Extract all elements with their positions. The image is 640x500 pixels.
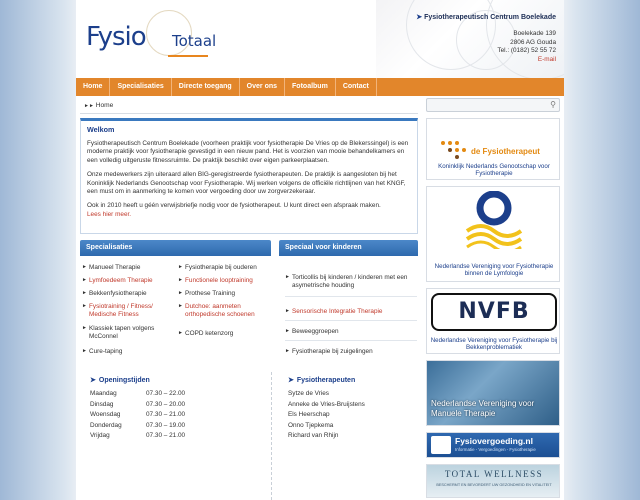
kngf-caption: Koninklijk Nederlands Genootschap voor Fysiotherapie — [438, 163, 550, 178]
spec-prothese-training[interactable]: ► Prothese Training — [178, 290, 270, 298]
therapist-name: Sytze de Vries — [288, 390, 329, 397]
fysiotherapeuten-list — [288, 390, 418, 443]
nvfb-logo — [431, 293, 557, 331]
hours-row: Maandag 07.30 – 22.00 — [90, 390, 186, 397]
address-block — [497, 30, 556, 64]
welkom-title: Welkom — [87, 125, 115, 134]
nvfb-banner[interactable] — [426, 288, 560, 354]
welkom-paragraph-1: Fysiotherapeutisch Centrum Boelekade (voorheen praktijk voor fysiotherapie De Vries op de Blekerssingel) is een moderne praktijk voor fysiotherapie gevestigd in een nieuw pand. Het is voorzien van mooie behandelkamers en een volledig uitgeruste fitnessruimte. De praktijk beschikt over eigen parkeerplaatsen. — [87, 140, 409, 164]
search-box — [426, 98, 560, 112]
openingstijden-title: ➤ Openingstijden — [90, 377, 150, 384]
nvfl-caption: Nederlandse Vereniging voor Fysiotherapie binnen de Lymfologie — [434, 263, 554, 278]
kngf-logo-text: de Fysiotherapeut — [471, 147, 540, 156]
fysiovergoeding-logo-icon — [431, 436, 451, 454]
nvfb-caption: Nederlandse Vereniging voor Fysiotherapie bij Bekkenproblematiek — [430, 337, 558, 352]
nav-specialisaties[interactable]: Specialisaties — [110, 78, 171, 96]
spec-copd-ketenzorg[interactable]: ► COPD ketenzorg — [178, 330, 270, 338]
header — [76, 0, 564, 78]
nav-home[interactable]: Home — [76, 78, 110, 96]
kinderen-box — [279, 240, 418, 364]
therapist-name: Anneke de Vries-Bruijstens — [288, 400, 365, 408]
address-street: Boelekade 139 — [513, 30, 556, 37]
therapist-name: Richard van Rhijn — [288, 432, 339, 440]
opening-hours-table — [90, 390, 200, 443]
nvfl-logo-icon — [461, 191, 527, 249]
hours-row: Donderdag 07.30 – 19.00 — [90, 421, 186, 429]
kind-separator — [285, 320, 417, 321]
hours-row: Woensdag 07.30 – 21.00 — [90, 411, 186, 419]
manuele-therapie-text: Nederlandse Vereniging voor Manuele Therapie — [431, 399, 535, 418]
email-link[interactable]: E-mail — [537, 55, 556, 63]
nav-over-ons[interactable]: Over ons — [240, 78, 285, 96]
main-nav — [76, 78, 564, 96]
address-city: 2806 AG Gouda — [510, 38, 556, 46]
kngf-banner[interactable] — [426, 118, 560, 180]
kngf-logo-icon — [441, 141, 469, 161]
address-phone: Tel.: (0182) 52 55 72 — [497, 47, 556, 54]
specialisaties-header: Specialisaties — [80, 240, 271, 256]
nav-fotoalbum[interactable]: Fotoalbum — [285, 78, 336, 96]
specialisaties-box — [80, 240, 271, 364]
kind-separator — [285, 340, 417, 341]
logo-totaal-text: Totaal — [172, 32, 217, 50]
therapist-name: Els Heerschap — [288, 411, 330, 419]
spec-fysio-ouderen[interactable]: ► Fysiotherapie bij ouderen — [178, 264, 270, 272]
fysiotherapeuten-title: ➤ Fysiotherapeuten — [288, 377, 356, 384]
title-arrow-icon: ➤ — [416, 14, 423, 21]
site-title: ➤ Fysiotherapeutisch Centrum Boelekade — [416, 14, 556, 21]
spec-bekkenfysiotherapie[interactable]: ► Bekkenfysiotherapie — [82, 290, 174, 298]
spec-lymfoedeem-therapie[interactable]: ► Lymfoedeem Therapie — [82, 277, 174, 285]
hours-row: Vrijdag 07.30 – 21.00 — [90, 432, 186, 440]
breadcrumb — [84, 102, 113, 109]
nvfb-logo-text: NVFB — [458, 299, 530, 324]
spec-cure-taping[interactable]: ► Cure-taping — [82, 348, 174, 356]
welkom-paragraph-3: Ook in 2010 heeft u géén verwijsbriefje nodig voor de fysiotherapeut. U kunt direct een afspraak maken. Lees hier meer. — [87, 202, 381, 218]
breadcrumb-divider — [80, 113, 418, 114]
site-logo[interactable] — [86, 18, 236, 58]
breadcrumb-arrow-icon: ►► — [84, 103, 94, 109]
nav-contact[interactable]: Contact — [336, 78, 377, 96]
therapist-name: Onno Tjepkema — [288, 421, 334, 429]
bottom-divider — [271, 372, 272, 500]
welkom-paragraph-2: Onze medewerkers zijn uiteraard allen BIG-geregistreerde fysiotherapeuten. De praktijk is aangesloten bij het Koninklijk Nederlands Genootschap voor Fysiotherapie. Wij werken volgens de officiële richtlijnen van het KNGF, een must om in aanmerking te komen voor vergoeding door uw zorgverzekeraar. — [87, 171, 406, 196]
kind-sensorische-integratie[interactable]: ► Sensorische Integratie Therapie — [285, 308, 415, 316]
lees-meer-link[interactable]: Lees hier meer. — [87, 210, 132, 218]
nav-directe-toegang[interactable]: Directe toegang — [172, 78, 240, 96]
page — [76, 0, 564, 500]
spec-klassiek-tapen[interactable]: ► Klassiek tapen volgens McConnel — [82, 325, 174, 340]
openingstijden-arrow-icon: ➤ — [90, 377, 96, 384]
kinderen-header: Speciaal voor kinderen — [279, 240, 418, 256]
nvfl-banner[interactable] — [426, 186, 560, 282]
search-icon[interactable]: ⚲ — [550, 100, 556, 109]
fysiovergoeding-banner[interactable] — [426, 432, 560, 458]
fysiotherapeuten-arrow-icon: ➤ — [288, 377, 294, 384]
spec-functionele-looptraining[interactable]: ► Functionele looptraining — [178, 277, 270, 285]
spec-fysiotraining[interactable]: ► Fysiotraining / Fitness/ Medische Fitness — [82, 303, 174, 318]
logo-underline — [168, 55, 208, 57]
fysiovergoeding-title: Fysiovergoeding.nl — [455, 436, 533, 446]
kind-torticollis[interactable]: ► Torticollis bij kinderen / kinderen met een asymetrische houding — [285, 274, 415, 289]
spec-dutchoe[interactable]: ► Dutchoe: aanmeten orthopedische schoenen — [178, 303, 270, 318]
manuele-therapie-banner[interactable] — [426, 360, 560, 426]
kind-beweeggroepen[interactable]: ► Beweeggroepen — [285, 328, 415, 336]
kind-separator — [285, 296, 417, 297]
total-wellness-banner[interactable] — [426, 464, 560, 498]
welkom-box — [80, 118, 418, 234]
total-wellness-title: TOTAL WELLNESS — [444, 469, 544, 479]
breadcrumb-home[interactable]: Home — [95, 102, 114, 109]
total-wellness-sub: BESCHERMT EN BEVORDERT UW GEZONDHEID EN VITALITEIT — [436, 483, 552, 487]
spec-manueel-therapie[interactable]: ► Manueel Therapie — [82, 264, 174, 272]
logo-fysio-text: Fysio — [86, 22, 146, 52]
kind-zuigelingen[interactable]: ► Fysiotherapie bij zuigelingen — [285, 348, 415, 356]
fysiovergoeding-sub: Informatie - Vergoedingen - Fysiotherapie — [455, 447, 536, 452]
search-input[interactable] — [427, 99, 537, 111]
hours-row: Dinsdag 07.30 – 20.00 — [90, 400, 186, 408]
